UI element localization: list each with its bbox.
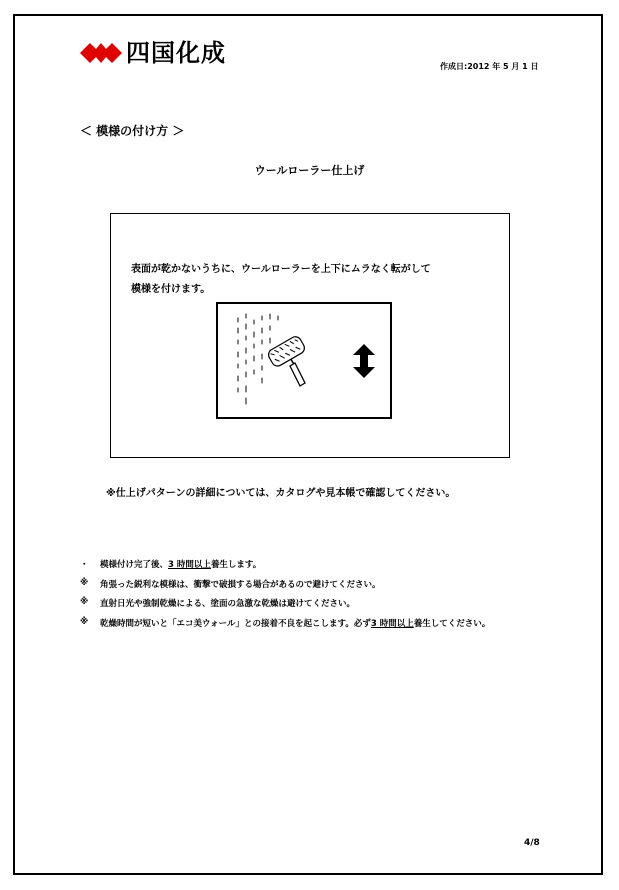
instruction-line-1: 表面が乾かないうちに、ウールローラーを上下にムラなく転がして xyxy=(131,264,431,275)
note-emphasis: 3 時間以上 xyxy=(168,560,211,570)
note-item xyxy=(80,578,490,598)
note-item xyxy=(80,617,490,637)
roller-illustration xyxy=(216,302,392,419)
note-text: 養生します。 xyxy=(210,560,262,570)
note-mark: ※ xyxy=(80,597,89,607)
note-item xyxy=(80,558,490,578)
finish-subtitle: ウールローラー仕上げ xyxy=(254,164,365,177)
instruction-text xyxy=(131,260,501,300)
note-mark: ※ xyxy=(80,616,89,627)
note-text: 養生してください。 xyxy=(413,618,491,629)
note-text: 模様付け完了後、 xyxy=(100,560,169,570)
diamond-logo-icon xyxy=(80,39,122,67)
creation-date: 作成日:2012 年 5 月 1 日 xyxy=(440,62,539,71)
section-title: ＜ 模様の付け方 ＞ xyxy=(80,124,185,138)
instruction-line-2: 模様を付けます。 xyxy=(131,284,211,295)
logo-text: 四国化成 xyxy=(126,39,226,67)
note-item xyxy=(80,597,490,617)
note-bullet: ・ xyxy=(80,560,89,570)
company-logo xyxy=(80,38,226,68)
note-text: 乾燥時間が短いと「エコ美ウォール」との接着不良を起こします。必ず xyxy=(100,618,371,629)
note-emphasis: 3 時間以上 xyxy=(370,618,414,629)
instruction-box xyxy=(110,213,510,458)
note-mark: ※ xyxy=(80,577,89,588)
catalog-note: ※仕上げパターンの詳細については、カタログや見本帳で確認してください。 xyxy=(106,488,456,499)
notes-list xyxy=(80,558,490,636)
note-text: 角張った鋭利な模様は、衝撃で破損する場合があるので避けてください。 xyxy=(100,579,381,590)
note-text: 直射日光や強制乾燥による、塗面の急激な乾燥は避けてください。 xyxy=(100,599,356,609)
page-number: 4/8 xyxy=(524,838,540,848)
up-down-arrow-icon xyxy=(353,344,375,378)
